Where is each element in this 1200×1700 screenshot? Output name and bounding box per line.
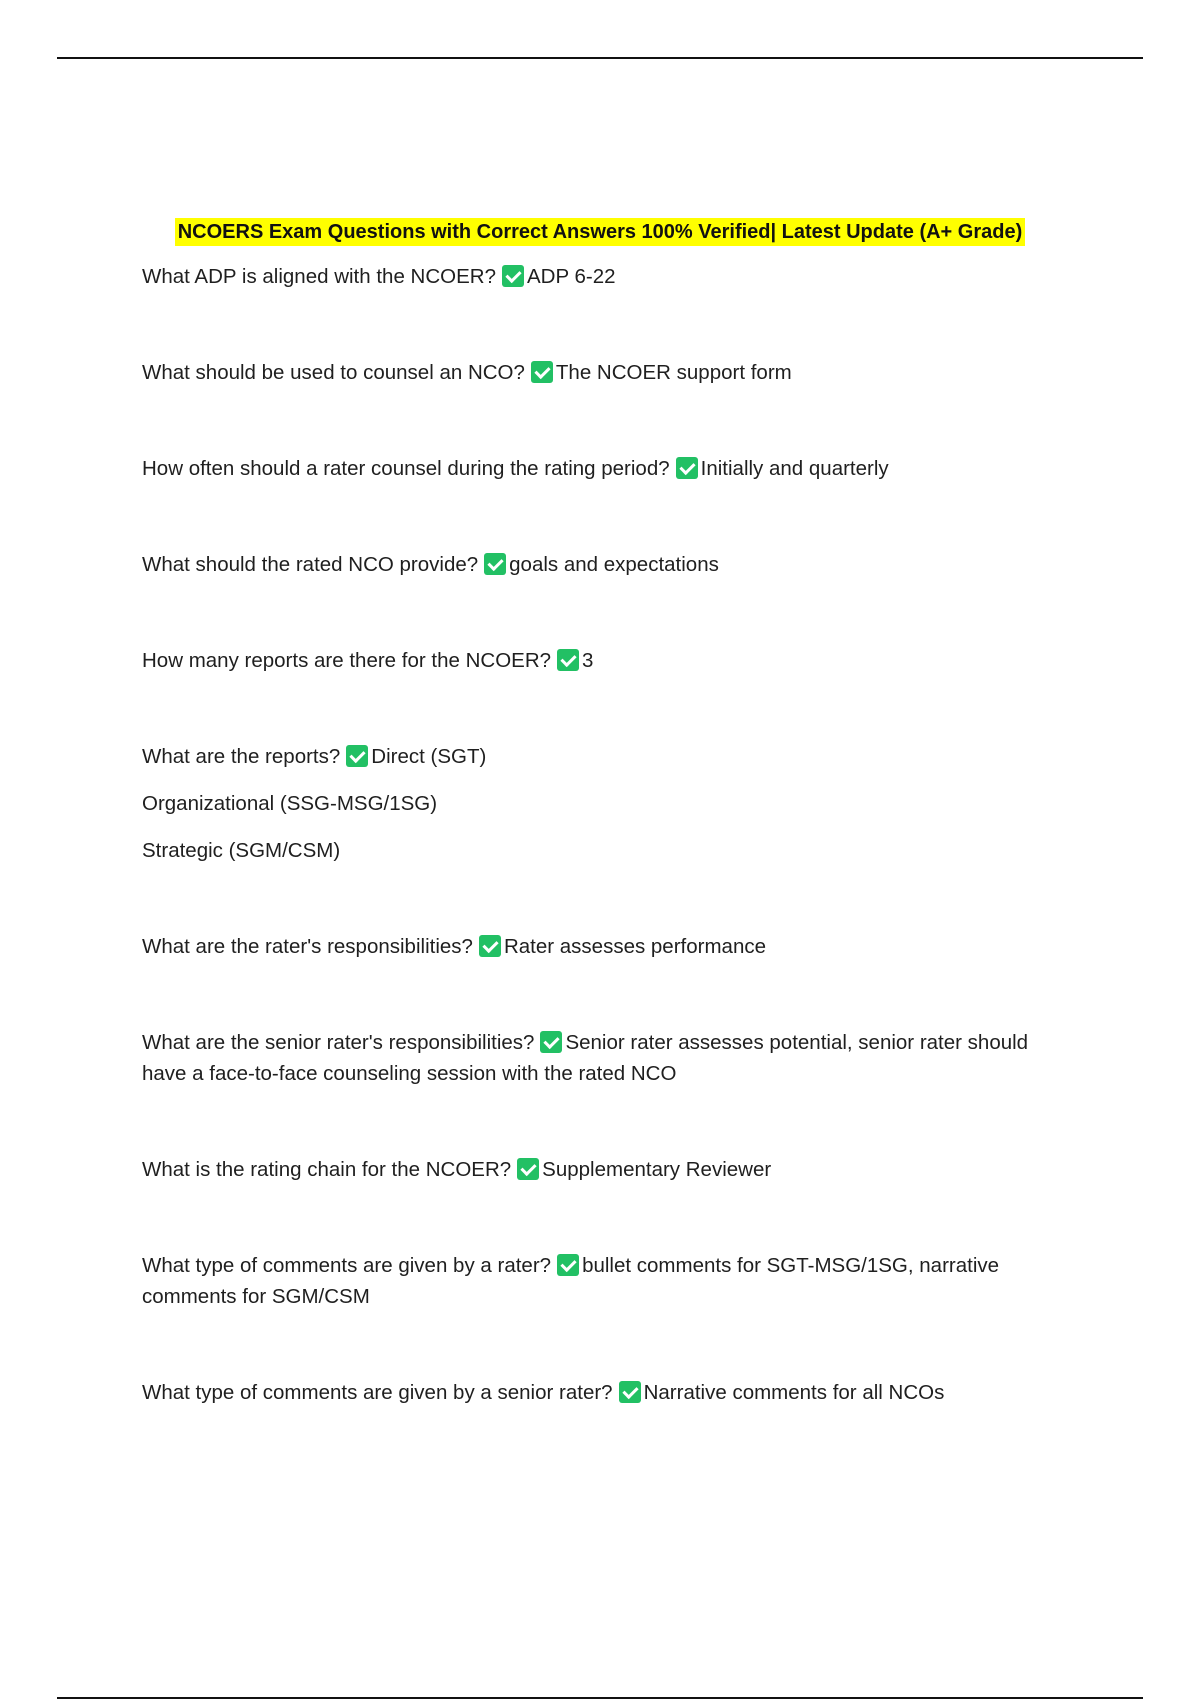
qa-item-1	[142, 261, 1062, 292]
qa-item-4	[142, 549, 1062, 580]
question-text: What are the reports?	[142, 745, 341, 768]
question-text: How often should a rater counsel during the rating period?	[142, 457, 670, 480]
check-mark-icon	[531, 361, 553, 383]
answer-text: Rater assesses performance	[503, 935, 766, 958]
footer-rule	[57, 1697, 1143, 1699]
header-rule	[57, 57, 1143, 59]
check-mark-icon	[484, 553, 506, 575]
question-text: How many reports are there for the NCOER?	[142, 649, 552, 672]
answer-text: ADP 6-22	[526, 265, 616, 288]
qa-item-6	[142, 741, 1062, 866]
answer-text: Supplementary Reviewer	[542, 1158, 772, 1181]
answer-text: 3	[582, 649, 594, 672]
qa-item-10	[142, 1250, 1062, 1312]
check-mark-icon	[346, 745, 368, 767]
question-text: What type of comments are given by a senior rater?	[142, 1381, 613, 1404]
question-text: What is the rating chain for the NCOER?	[142, 1158, 512, 1181]
qa-item-3	[142, 453, 1062, 484]
qa-item-8	[142, 1027, 1062, 1089]
answer-extra-line: Strategic (SGM/CSM)	[142, 839, 341, 862]
answer-extra-line: Organizational (SSG-MSG/1SG)	[142, 792, 438, 815]
answer-text: Initially and quarterly	[700, 457, 889, 480]
answer-text: goals and expectations	[509, 553, 719, 576]
qa-item-7	[142, 931, 1062, 962]
answer-text: The NCOER support form	[555, 361, 792, 384]
qa-item-9	[142, 1154, 1062, 1185]
check-mark-icon	[517, 1158, 539, 1180]
answer-text: Direct (SGT)	[371, 745, 487, 768]
answer-text: bullet comments for SGT-MSG/1SG, narrative comments for SGM/CSM	[142, 1254, 1000, 1308]
check-mark-icon	[502, 265, 524, 287]
check-mark-icon	[619, 1381, 641, 1403]
question-text: What are the senior rater's responsibilities?	[142, 1031, 535, 1054]
question-text: What should be used to counsel an NCO?	[142, 361, 525, 384]
check-mark-icon	[540, 1031, 562, 1053]
document-body	[142, 216, 1062, 1473]
title-wrap	[0, 216, 1200, 247]
question-text: What ADP is aligned with the NCOER?	[142, 265, 496, 288]
answer-text: Senior rater assesses potential, senior rater should have a face-to-face counseling session with the rated NCO	[142, 1031, 1029, 1085]
check-mark-icon	[479, 935, 501, 957]
document-title: NCOERS Exam Questions with Correct Answers 100% Verified| Latest Update (A+ Grade)	[175, 218, 1026, 246]
question-text: What should the rated NCO provide?	[142, 553, 479, 576]
check-mark-icon	[676, 457, 698, 479]
qa-line	[142, 741, 1062, 772]
check-mark-icon	[557, 649, 579, 671]
qa-item-11	[142, 1377, 1062, 1408]
check-mark-icon	[557, 1254, 579, 1276]
question-text: What are the rater's responsibilities?	[142, 935, 473, 958]
qa-item-2	[142, 357, 1062, 388]
answer-text: Narrative comments for all NCOs	[643, 1381, 945, 1404]
question-text: What type of comments are given by a rater?	[142, 1254, 552, 1277]
qa-item-5	[142, 645, 1062, 676]
